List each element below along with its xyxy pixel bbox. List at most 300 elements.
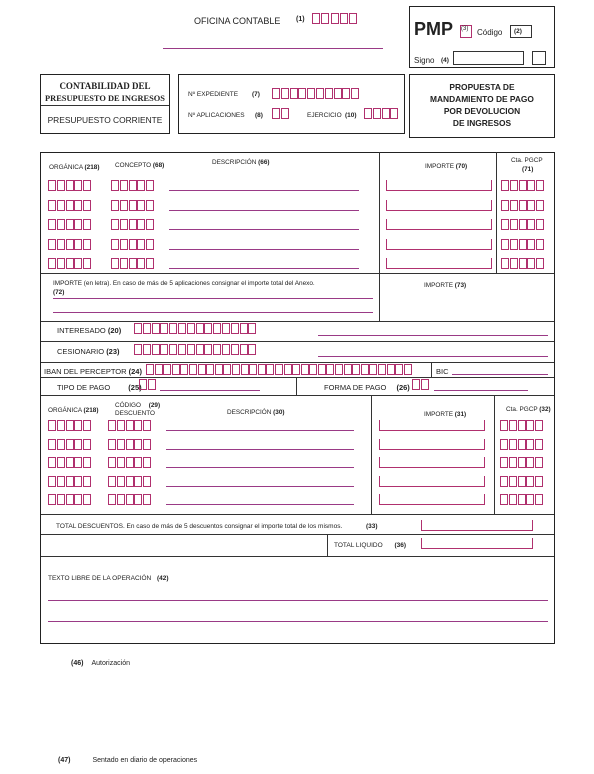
char-box[interactable] [66,494,74,505]
char-box[interactable] [204,323,212,334]
char-box[interactable] [155,364,163,375]
expediente-box [178,74,405,134]
aplicacion-codigo-field[interactable] [111,180,154,191]
char-box[interactable] [187,344,195,355]
total-descuentos-num: (33) [366,523,378,530]
char-box[interactable] [57,258,65,269]
char-box[interactable] [536,219,544,230]
iban-top [41,362,554,363]
char-box[interactable] [134,494,142,505]
char-box[interactable] [83,420,91,431]
char-box[interactable] [117,439,125,450]
char-box[interactable] [48,439,56,450]
char-box[interactable] [134,439,142,450]
char-box[interactable] [535,420,543,431]
char-box[interactable] [189,364,197,375]
aplicacion-codigo-field[interactable] [111,258,154,269]
char-box[interactable] [518,457,526,468]
char-box[interactable] [146,200,154,211]
char-box[interactable] [222,323,230,334]
char-box[interactable] [57,239,65,250]
aplicacion-organica-field[interactable] [48,180,91,191]
aplicacion-organica-field[interactable] [48,200,91,211]
char-box[interactable] [501,239,509,250]
char-box[interactable] [74,457,82,468]
descuento-importe-field[interactable] [379,494,485,505]
descuento-codigo-field[interactable] [108,420,151,431]
char-box[interactable] [231,323,239,334]
char-box[interactable] [57,180,65,191]
char-box[interactable] [146,239,154,250]
char-box[interactable] [266,364,274,375]
char-box[interactable] [74,476,82,487]
char-box[interactable] [137,258,145,269]
aplicacion-cta-field[interactable] [501,219,544,230]
contabilidad-title-2: PRESUPUESTO DE INGRESOS [45,94,165,103]
char-box[interactable] [519,200,527,211]
char-box[interactable] [83,457,91,468]
descuento-descripcion-line[interactable] [166,430,354,431]
char-box[interactable] [204,344,212,355]
forma-pago-label: FORMA DE PAGO (26) [324,383,410,392]
char-box[interactable] [526,494,534,505]
char-box[interactable] [501,180,509,191]
char-box[interactable] [129,219,137,230]
char-box[interactable] [335,364,343,375]
cesionario-name-line[interactable] [318,356,548,357]
char-box[interactable] [83,239,91,250]
char-box[interactable] [518,439,526,450]
char-box[interactable] [146,219,154,230]
descuento-cta-field[interactable] [500,476,543,487]
desc-cta-header: Cta. PGCP (32) [506,406,551,413]
forma-pago-line[interactable] [434,390,528,391]
char-box[interactable] [223,364,231,375]
aplicacion-importe-field[interactable] [386,258,492,269]
char-box[interactable] [326,364,334,375]
char-box[interactable] [57,476,65,487]
char-box[interactable] [117,457,125,468]
char-box[interactable] [536,239,544,250]
char-box[interactable] [66,476,74,487]
char-box[interactable] [518,494,526,505]
char-box[interactable] [74,180,82,191]
char-box[interactable] [83,258,91,269]
aplicacion-descripcion-line[interactable] [169,190,359,191]
texto-libre-top [41,556,554,557]
descuento-organica-field[interactable] [48,476,91,487]
importe-letra-line-2[interactable] [53,312,373,313]
aplicacion-codigo-field[interactable] [111,219,154,230]
descuento-importe-field[interactable] [379,476,485,487]
signo-check[interactable] [532,51,546,65]
char-box[interactable] [143,323,151,334]
descuento-descripcion-line[interactable] [166,486,354,487]
char-box[interactable] [196,323,204,334]
char-box[interactable] [129,180,137,191]
char-box[interactable] [137,239,145,250]
char-box[interactable] [519,239,527,250]
char-box[interactable] [134,323,142,334]
char-box[interactable] [137,200,145,211]
char-box[interactable] [501,258,509,269]
iban-field[interactable] [146,364,412,375]
total-descuentos-field[interactable] [421,520,533,531]
char-box[interactable] [134,420,142,431]
char-box[interactable] [500,457,508,468]
char-box[interactable] [74,200,82,211]
char-box[interactable] [500,439,508,450]
char-box[interactable] [527,239,535,250]
char-box[interactable] [292,364,300,375]
pago-top [41,377,554,378]
char-box[interactable] [111,200,119,211]
oficina-contable-field[interactable] [312,13,357,24]
char-box[interactable] [172,364,180,375]
descuento-cta-field[interactable] [500,457,543,468]
char-box[interactable] [83,494,91,505]
char-box[interactable] [152,323,160,334]
char-box[interactable] [146,364,154,375]
char-box[interactable] [519,219,527,230]
aplicacion-importe-field[interactable] [386,239,492,250]
aplicacion-descripcion-line[interactable] [169,210,359,211]
char-box[interactable] [344,364,352,375]
char-box[interactable] [526,476,534,487]
char-box[interactable] [57,494,65,505]
char-box[interactable] [129,200,137,211]
char-box[interactable] [143,476,151,487]
char-box[interactable] [510,258,518,269]
char-box[interactable] [213,323,221,334]
char-box[interactable] [160,323,168,334]
aplicacion-importe-field[interactable] [386,219,492,230]
char-box[interactable] [126,494,134,505]
char-box[interactable] [143,344,151,355]
signo-label: Signo [414,56,435,65]
expediente-label: Nº EXPEDIENTE [188,91,239,98]
aplicaciones-field[interactable] [272,108,289,119]
char-box[interactable] [536,258,544,269]
char-box[interactable] [134,457,142,468]
char-box[interactable] [66,439,74,450]
char-box[interactable] [248,323,256,334]
char-box[interactable] [66,457,74,468]
char-box[interactable] [387,364,395,375]
char-box[interactable] [536,180,544,191]
char-box[interactable] [129,258,137,269]
char-box[interactable] [163,364,171,375]
cesionario-field[interactable] [134,344,256,355]
char-box[interactable] [152,344,160,355]
importe-letra-line-1[interactable] [53,298,373,299]
char-box[interactable] [57,457,65,468]
char-box[interactable] [318,364,326,375]
char-box[interactable] [126,420,134,431]
descuento-importe-field[interactable] [379,457,485,468]
char-box[interactable] [535,439,543,450]
char-box[interactable] [527,200,535,211]
char-box[interactable] [74,239,82,250]
char-box[interactable] [526,439,534,450]
total-liquido-field[interactable] [421,538,533,549]
aplicacion-codigo-field[interactable] [111,200,154,211]
char-box[interactable] [395,364,403,375]
char-box[interactable] [301,364,309,375]
interesado-field[interactable] [134,323,256,334]
char-box[interactable] [213,344,221,355]
descuento-codigo-field[interactable] [108,476,151,487]
char-box[interactable] [126,476,134,487]
char-box[interactable] [120,180,128,191]
descuento-codigo-field[interactable] [108,494,151,505]
char-box[interactable] [111,180,119,191]
char-box[interactable] [187,323,195,334]
cesionario-label: CESIONARIO (23) [57,347,120,356]
char-box[interactable] [146,180,154,191]
char-box[interactable] [527,180,535,191]
char-box[interactable] [48,219,56,230]
descuento-cta-field[interactable] [500,420,543,431]
char-box[interactable] [48,494,56,505]
descuento-cta-field[interactable] [500,494,543,505]
char-box[interactable] [510,180,518,191]
char-box[interactable] [509,494,517,505]
aplicacion-descripcion-line[interactable] [169,229,359,230]
codigo-label: Código [477,28,503,37]
char-box[interactable] [66,219,74,230]
char-box[interactable] [510,219,518,230]
descuento-importe-field[interactable] [379,420,485,431]
aplicacion-descripcion-line[interactable] [169,249,359,250]
char-box[interactable] [369,364,377,375]
tipo-pago-line[interactable] [160,390,260,391]
char-box[interactable] [231,344,239,355]
descuento-importe-field[interactable] [379,439,485,450]
importe-letra-label: IMPORTE (en letra). En caso de más de 5 aplicaciones consignar el importe total del Anexo. [53,280,315,287]
char-box[interactable] [509,476,517,487]
descuento-codigo-field[interactable] [108,439,151,450]
char-box[interactable] [74,439,82,450]
descuento-cta-field[interactable] [500,439,543,450]
char-box[interactable] [198,364,206,375]
char-box[interactable] [66,180,74,191]
aplicacion-organica-field[interactable] [48,239,91,250]
char-box[interactable] [126,457,134,468]
char-box[interactable] [215,364,223,375]
char-box[interactable] [48,258,56,269]
char-box[interactable] [169,344,177,355]
char-box[interactable] [519,258,527,269]
char-box[interactable] [275,364,283,375]
descuento-organica-field[interactable] [48,420,91,431]
char-box[interactable] [241,364,249,375]
char-box[interactable] [196,344,204,355]
char-box[interactable] [284,364,292,375]
char-box[interactable] [309,364,317,375]
char-box[interactable] [500,420,508,431]
aplicacion-importe-field[interactable] [386,180,492,191]
char-box[interactable] [120,258,128,269]
char-box[interactable] [501,200,509,211]
char-box[interactable] [74,258,82,269]
char-box[interactable] [83,439,91,450]
char-box[interactable] [83,180,91,191]
char-box[interactable] [501,219,509,230]
char-box[interactable] [404,364,412,375]
char-box[interactable] [120,239,128,250]
signo-field[interactable] [453,51,524,65]
char-box[interactable] [178,323,186,334]
char-box[interactable] [57,420,65,431]
char-box[interactable] [108,439,116,450]
char-box[interactable] [361,364,369,375]
char-box[interactable] [83,219,91,230]
char-box[interactable] [117,476,125,487]
char-box[interactable] [48,420,56,431]
expediente-field[interactable] [272,88,359,99]
char-box[interactable] [352,364,360,375]
aplicacion-descripcion-line[interactable] [169,268,359,269]
aplicacion-cta-field[interactable] [501,239,544,250]
descuento-organica-field[interactable] [48,457,91,468]
contabilidad-divider [41,105,169,106]
bic-label: BIC [436,367,449,376]
char-box[interactable] [509,420,517,431]
ejercicio-label: EJERCICIO [307,112,342,119]
char-box[interactable] [535,494,543,505]
char-box[interactable] [146,258,154,269]
char-box[interactable] [526,457,534,468]
char-box[interactable] [137,180,145,191]
char-box[interactable] [249,364,257,375]
char-box[interactable] [74,494,82,505]
char-box[interactable] [510,200,518,211]
char-box[interactable] [169,323,177,334]
char-box[interactable] [378,364,386,375]
char-box[interactable] [258,364,266,375]
char-box[interactable] [66,420,74,431]
char-box[interactable] [120,200,128,211]
char-box[interactable] [57,200,65,211]
char-box[interactable] [526,420,534,431]
char-box[interactable] [510,239,518,250]
aplicacion-cta-field[interactable] [501,258,544,269]
char-box[interactable] [111,239,119,250]
char-box[interactable] [527,258,535,269]
descuento-descripcion-line[interactable] [166,504,354,505]
descuentos-divider-2 [494,395,495,514]
char-box[interactable] [143,439,151,450]
char-box[interactable] [232,364,240,375]
ejercicio-field[interactable] [364,108,398,119]
char-box[interactable] [111,258,119,269]
texto-libre-line-2[interactable] [48,621,548,622]
char-box[interactable] [137,219,145,230]
bic-field[interactable] [452,374,548,375]
char-box[interactable] [48,457,56,468]
char-box[interactable] [126,439,134,450]
char-box[interactable] [48,476,56,487]
char-box[interactable] [129,239,137,250]
char-box[interactable] [535,476,543,487]
char-box[interactable] [111,219,119,230]
aplicacion-codigo-field[interactable] [111,239,154,250]
char-box[interactable] [143,494,151,505]
descuento-organica-field[interactable] [48,439,91,450]
char-box[interactable] [134,344,142,355]
char-box[interactable] [535,457,543,468]
aplicacion-cta-field[interactable] [501,200,544,211]
char-box[interactable] [117,420,125,431]
char-box[interactable] [74,219,82,230]
char-box[interactable] [500,494,508,505]
char-box[interactable] [143,420,151,431]
char-box[interactable] [66,200,74,211]
char-box[interactable] [527,219,535,230]
char-box[interactable] [160,344,168,355]
char-box[interactable] [240,344,248,355]
tipo-pago-field[interactable] [139,379,156,390]
char-box[interactable] [222,344,230,355]
descuento-descripcion-line[interactable] [166,467,354,468]
char-box[interactable] [48,239,56,250]
char-box[interactable] [134,476,142,487]
descuento-codigo-field[interactable] [108,457,151,468]
aplicacion-importe-field[interactable] [386,200,492,211]
char-box[interactable] [509,457,517,468]
char-box[interactable] [66,258,74,269]
char-box[interactable] [57,219,65,230]
total-descuentos-label: TOTAL DESCUENTOS. En caso de más de 5 descuentos consignar el importe total de los mismos. [56,523,343,530]
char-box[interactable] [509,439,517,450]
char-box[interactable] [108,494,116,505]
char-box[interactable] [518,420,526,431]
char-box[interactable] [48,180,56,191]
char-box[interactable] [57,439,65,450]
char-box[interactable] [536,200,544,211]
char-box[interactable] [248,344,256,355]
aplicacion-organica-field[interactable] [48,258,91,269]
char-box[interactable] [83,476,91,487]
char-box[interactable] [117,494,125,505]
texto-libre-line-1[interactable] [48,600,548,601]
char-box[interactable] [500,476,508,487]
char-box[interactable] [206,364,214,375]
cta-pgcp-num: (71) [522,166,534,173]
forma-pago-field[interactable] [412,379,429,390]
char-box[interactable] [143,457,151,468]
char-box[interactable] [518,476,526,487]
descuento-organica-field[interactable] [48,494,91,505]
char-box[interactable] [108,420,116,431]
char-box[interactable] [519,180,527,191]
char-box[interactable] [108,457,116,468]
aplicacion-organica-field[interactable] [48,219,91,230]
char-box[interactable] [240,323,248,334]
char-box[interactable] [180,364,188,375]
char-box[interactable] [178,344,186,355]
char-box[interactable] [74,420,82,431]
char-box[interactable] [48,200,56,211]
char-box[interactable] [108,476,116,487]
interesado-name-line[interactable] [318,335,548,336]
aplicacion-cta-field[interactable] [501,180,544,191]
char-box[interactable] [120,219,128,230]
char-box[interactable] [83,200,91,211]
descuento-descripcion-line[interactable] [166,449,354,450]
char-box[interactable] [66,239,74,250]
